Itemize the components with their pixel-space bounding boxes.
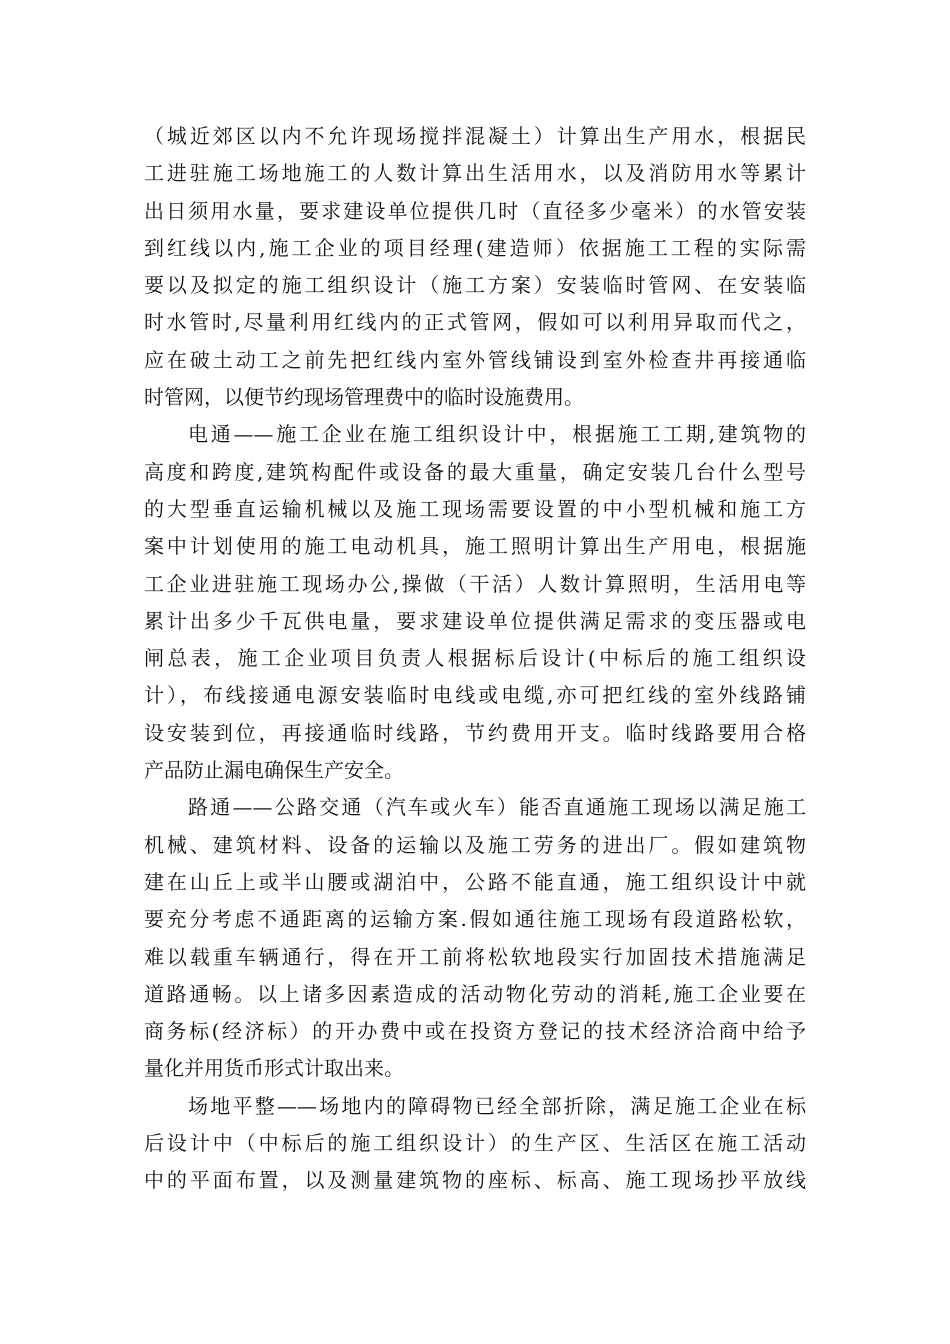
text-line: 场地平整——场地内的障碍物已经全部折除，满足施工企业在标 xyxy=(188,1093,806,1118)
text-line: 道路通畅。以上诸多因素造成的活动物化劳动的消耗,施工企业要在 xyxy=(144,981,806,1006)
text-line: 建在山丘上或半山腰或湖泊中，公路不能直通，施工组织设计中就 xyxy=(144,869,806,894)
text-line: 时管网，以便节约现场管理费中的临时设施费用。 xyxy=(144,385,584,410)
text-line: 要以及拟定的施工组织设计（施工方案）安装临时管网、在安装临 xyxy=(144,273,806,298)
paragraph-water-supply xyxy=(144,118,806,416)
text-line: （城近郊区以内不允许现场搅拌混凝土）计算出生产用水，根据民 xyxy=(144,124,806,148)
paragraph-power-supply xyxy=(144,416,806,789)
text-line: 计），布线接通电源安装临时电线或电缆,亦可把红线的室外线路铺 xyxy=(144,683,806,708)
text-line: 设安装到位，再接通临时线路，节约费用开支。临时线路要用合格 xyxy=(144,720,806,745)
text-line: 路通——公路交通（汽车或火车）能否直通施工现场以满足施工 xyxy=(188,795,806,820)
paragraph-site-leveling xyxy=(144,1088,806,1200)
text-line: 应在破土动工之前先把红线内室外管线铺设到室外检查井再接通临 xyxy=(144,347,806,372)
text-line: 工进驻施工场地施工的人数计算出生活用水，以及消防用水等累计 xyxy=(144,161,806,186)
text-line: 后设计中（中标后的施工组织设计）的生产区、生活区在施工活动 xyxy=(144,1131,806,1156)
text-line: 中的平面布置，以及测量建筑物的座标、标高、施工现场抄平放线 xyxy=(144,1168,806,1193)
text-line: 机械、建筑材料、设备的运输以及施工劳务的进出厂。假如建筑物 xyxy=(144,832,806,857)
text-line: 量化并用货币形式计取出来。 xyxy=(144,1056,404,1081)
text-line: 难以载重车辆通行，得在开工前将松软地段实行加固技术措施满足 xyxy=(144,944,806,969)
text-line: 电通——施工企业在施工组织设计中，根据施工工期,建筑物的 xyxy=(188,422,806,447)
text-line: 工企业进驻施工现场办公,操做（干活）人数计算照明，生活用电等 xyxy=(144,571,806,596)
text-line: 累计出多少千瓦供电量，要求建设单位提供满足需求的变压器或电 xyxy=(144,608,806,633)
text-line: 的大型垂直运输机械以及施工现场需要设置的中小型机械和施工方 xyxy=(144,496,806,521)
text-line: 案中计划使用的施工电动机具，施工照明计算出生产用电，根据施 xyxy=(144,534,806,559)
text-line: 出日须用水量，要求建设单位提供几时（直径多少毫米）的水管安装 xyxy=(144,198,806,223)
text-line: 要充分考虑不通距离的运输方案.假如通往施工现场有段道路松软， xyxy=(144,907,806,932)
text-line: 闸总表，施工企业项目负责人根据标后设计(中标后的施工组织设 xyxy=(144,646,806,671)
paragraph-road-access xyxy=(144,789,806,1087)
text-line: 产品防止漏电确保生产安全。 xyxy=(144,758,404,783)
text-line: 到红线以内,施工企业的项目经理(建造师）依据施工工程的实际需 xyxy=(144,235,806,260)
document-page xyxy=(144,118,806,1200)
text-line: 商务标(经济标）的开办费中或在投资方登记的技术经济洽商中给予 xyxy=(144,1019,806,1044)
text-line: 时水管时,尽量利用红线内的正式管网，假如可以利用异取而代之， xyxy=(144,310,806,335)
text-line: 高度和跨度,建筑构配件或设备的最大重量，确定安装几台什么型号 xyxy=(144,459,806,484)
